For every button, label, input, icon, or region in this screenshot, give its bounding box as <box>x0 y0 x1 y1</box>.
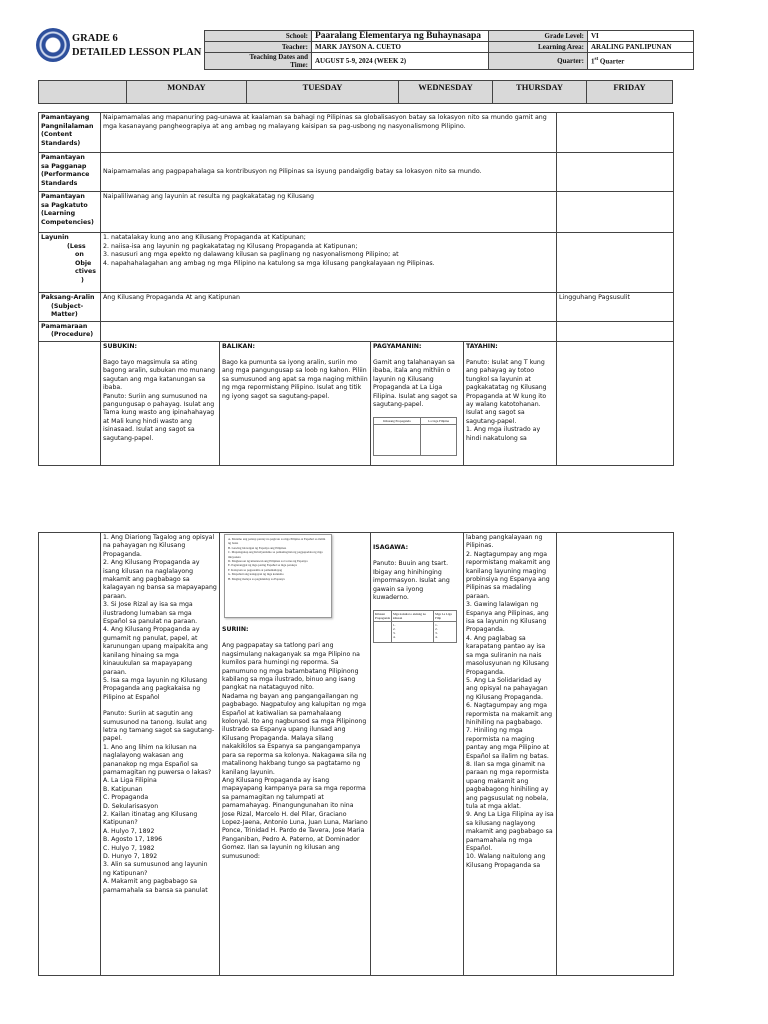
label-line: Matter) <box>51 311 78 318</box>
tama-mali-item: 2. Ang Kilusang Propaganda ay isang kilusan na naglalayong makamit ang pagbabago sa kalagayan ng bansa sa mapayapang paraan. <box>103 559 217 600</box>
row-subject-matter <box>39 293 674 322</box>
isagawa-col1: Kilusan Propaganda <box>375 612 391 621</box>
suriin-heading: SURIIN: <box>222 626 249 633</box>
tama-mali-item: 1. Ang Diariong Tagalog ang opisyal na pahayagan ng Kilusang Propaganda. <box>103 534 215 558</box>
row-procedure <box>39 321 674 341</box>
lesson-grid-page1 <box>38 112 674 466</box>
suriin-text: Nadama ng bayan ang pangangailangan ng pagbabago. Nagpatuloy ang kalupitan ng mga Español at katiwalian sa pamahalaang kolonyal. Ito ang nagbunsod sa mga Pilipinong ilustrado sa Espanya upang ilunsad ang Kilusang Propaganda. Malaya silang nakakikilos sa Espanya sa pangangampanya para sa reporma sa kolonya. Nakagawa sila ng matalinong hakbang tungo sa pagtatamo ng kanilang layunin. <box>222 692 367 776</box>
tayahin-item: labang pangkalayaan ng Pilipinas. <box>466 534 543 550</box>
label-line: Pamantayan <box>41 193 85 200</box>
isagawa-text: Panuto: Buuin ang tsart. Ibigay ang hinihinging impormasyon. Isulat ang gawain sa iyong kuwaderno. <box>373 560 450 602</box>
wednesday-isagawa <box>371 533 464 976</box>
choice-line: A. Hulyo 7, 1892 <box>103 827 155 835</box>
subject-matter-text: Ang Kilusang Propaganda At ang Katipunan <box>101 293 557 322</box>
wednesday-pagyamanin <box>371 341 464 465</box>
pagyamanin-col-propaganda: Kilusang Propaganda <box>374 418 421 425</box>
tuesday-continued <box>220 533 371 976</box>
tayahin-item: 4. Ang paglabag sa karapatang pantao ay isa sa mga suliranin na nais masolusyunan ng Kilusang Propaganda. <box>466 634 549 676</box>
monday-continued <box>101 533 220 976</box>
label-line: (Learning <box>41 210 76 217</box>
tayahin-item: 2. Nagtagumpay ang mga repormistang makamit ang kanilang layuning maging probinsiya ng Espanya ang Pilipinas sa madaling paraan. <box>466 550 551 600</box>
procedure-friday <box>557 321 674 341</box>
tayahin-item: 3. Gawing lalawigan ng Espanya ang Pilipinas, ang isa sa layunin ng Kilusang Propaganda. <box>466 601 549 634</box>
label-line: sa Pagkatuto <box>41 201 88 209</box>
question-line: 3. Alin sa sumusunod ang layunin ng Katipunan? <box>103 861 208 877</box>
thursday-tayahin <box>464 341 557 465</box>
content-standards-friday <box>557 113 674 153</box>
balikan-choice: A. Matamo ang pantay-pantay na pagtrato sa mga Pilipino at Español sa ilalim ng batas <box>228 537 326 546</box>
tama-mali-item: 5. Isa sa mga layunin ng Kilusang Propaganda ang pagkakaisa ng Pilipino at Español <box>103 676 208 701</box>
label-line: (Performance <box>41 171 90 178</box>
grade-value: VI <box>588 31 694 42</box>
day-tuesday: TUESDAY <box>247 81 399 103</box>
choice-line: C. Propaganda <box>103 794 149 802</box>
performance-standards-label <box>39 153 101 192</box>
objective-item: 2. naiisa-isa ang layunin ng pagkakatatag ng Kilusang Propaganda at Katipunan; <box>103 242 358 250</box>
suriin-text: Ang pagpapatay sa tatlong pari ang nagsimulang nakaganyak sa mga Pilipino na kumilos para humingi ng reporma. Sa pamumuno ng mga batambatang Pilipinong kabilang sa mga ilustrado, binuo ang isang pangkat na natataguyod nito. <box>222 642 360 692</box>
isagawa-chart <box>373 610 457 643</box>
label-line: Obje <box>75 259 92 267</box>
label-line: Standards) <box>41 139 81 147</box>
day-thursday: THURSDAY <box>493 81 587 103</box>
balikan-choice: E. Pagtatanggal ng mga paring Español sa mga parokya <box>228 563 297 568</box>
pagyamanin-table <box>373 417 457 456</box>
choice-line: B. Agosto 17, 1896 <box>103 836 163 844</box>
balikan-choice: C. Mapalaganap ang Kristiyanismo sa pamamagitan ng pagpapadala ng mga misyonero <box>228 550 323 559</box>
label-line: (Content <box>41 131 73 138</box>
pagyamanin-cell <box>420 425 457 456</box>
subukin-text: Bago tayo magsimula sa ating bagong aralin, subukan mo munang sagutan ang mga katanungan sa ibaba. <box>103 358 216 392</box>
pagyamanin-cell <box>374 425 421 456</box>
dates-label <box>205 53 312 70</box>
objectives-friday <box>557 233 674 293</box>
friday-blank-page1 <box>557 341 674 465</box>
label-line: Pamamaraan <box>41 322 88 330</box>
document-title <box>72 32 201 60</box>
isagawa-col2: Mga naisulat o akdang na kilusan <box>392 611 434 622</box>
activities-label-blank <box>39 341 101 465</box>
tayahin-heading: TAYAHIN: <box>466 342 498 350</box>
balikan-choice: H. Maging malaya sa paglalakbay sa Espanya <box>228 576 285 581</box>
quarter-sup: st <box>594 56 599 62</box>
tayahin-item: 7. Hiniling ng mga repormista na maging pantay ang mga Pilipino at Español sa ilalim ng batas. <box>466 727 550 760</box>
pagyamanin-text: Gamit ang talahanayan sa ibaba, itala ang mithiin o layunin ng Kilusang Propaganda at La Liga Filipina. Isulat ang sagot sa sagutang-papel. <box>373 358 458 408</box>
pagyamanin-heading: PAGYAMANIN: <box>373 342 422 350</box>
day-friday: FRIDAY <box>613 82 646 92</box>
monday-subukin <box>101 341 220 465</box>
dates-label-line1: Teaching Dates and <box>249 53 308 61</box>
row-activities-page1 <box>39 341 674 465</box>
tayahin-text: Panuto: Isulat ang T kung ang pahayag ay totoo tungkol sa layunin at pagkakatatag ng Kilusang Propaganda at W kung ito ay walang katotohanan. Isulat ang sagot sa sagutang-papel. <box>466 358 547 425</box>
quarter-label: Quarter: <box>489 53 588 70</box>
learning-competencies-friday <box>557 192 674 233</box>
procedure-label <box>39 321 101 341</box>
balikan-text: Bago ka pumunta sa iyong aralin, suriin mo ang mga pangungusap sa loob ng kahon. Piliin sa sumusunod ang apat sa mga naging mithiin ng mga repormistang Pilipino. Isulat ang titik ng iyong sagot sa sagutang-papel. <box>222 358 368 400</box>
quarter-num: 1 <box>591 57 595 66</box>
label-line: Pamantayan <box>41 154 85 161</box>
tayahin-item: 6. Nagtagumpay ang mga repormista na makamit ang hinihiling na pagbabago. <box>466 702 553 726</box>
dates-label-line2: Time: <box>290 61 308 69</box>
objective-item: 4. napahahalagahan ang ambag ng mga Pilipino na katulong sa mga kilusang pangkalayaan ng Pilipinas. <box>103 259 435 267</box>
objective-item: 1. natatalakay kung ano ang Kilusang Propaganda at Katipunan; <box>103 234 306 241</box>
row-learning-competencies <box>39 192 674 233</box>
tayahin-item: 10. Walang naitulong ang Kilusang Propaganda sa <box>466 853 546 869</box>
friday-blank-page2 <box>557 533 674 976</box>
choice-line: A. Makamit ang pagbabago sa pamamahala sa bansa sa panulat <box>103 878 208 894</box>
teacher-label: Teacher: <box>205 42 312 53</box>
deped-seal-icon <box>36 28 70 62</box>
page2-label-blank <box>39 533 101 976</box>
learning-competencies-text: Naipaliliwanag ang layunin at resulta ng pagkakatatag ng Kilusang <box>101 192 557 233</box>
choice-line: D. Sekularisasyon <box>103 802 159 810</box>
label-line: sa Pagganap <box>41 162 87 170</box>
content-standards-label <box>39 113 101 153</box>
objectives-label <box>39 233 101 293</box>
tayahin-item: 5. Ang La Solidaridad ay ang opisyal na pahayagan ng Kilusang Propaganda. <box>466 676 548 701</box>
tayahin-item: 8. Ilan sa mga ginamit na paraan ng mga repormista upang makamit ang pagbabagong hinihiling ay ang pagsusulat ng nobela, tula at mga aklat. <box>466 760 549 810</box>
choice-line: C. Hulyo 7, 1982 <box>103 844 155 852</box>
isagawa-cell: 1. 2. 3. 4. <box>392 622 434 643</box>
balikan-heading: BALIKAN: <box>222 342 255 350</box>
label-line: (Subject- <box>51 302 84 310</box>
objective-item: 3. nasusuri ang mga epekto ng dalawang kilusan sa paglinang ng nasyonalismong Pilipino; at <box>103 251 399 258</box>
performance-standards-text: Naipamamalas ang pagpapahalaga sa kontribusyon ng Pilipinas sa isyung pandaigdig batay sa lokasyon nito sa mundo. <box>101 153 557 192</box>
balikan-choice: B. Gawing lalawigan ng Espanya ang Pilipinas <box>228 545 287 550</box>
content-standards-text: Naipamamalas ang mapanuring pag-unawa at kaalaman sa bahagi ng Pilipinas sa globalisasyon batay sa lokasyon nito sa mundo gamit ang mga kasanayang pangheograpiya at ang ambag ng malayang kaisipan sa pag-usbong ng nasyonalismong Pilipino. <box>101 113 557 153</box>
header-info-table <box>204 30 694 70</box>
tayahin-item: 1. Ang mga ilustrado ay hindi nakatulong sa <box>466 426 541 442</box>
isagawa-cell: 1. 2. 3. 4. <box>434 622 457 643</box>
quarter-value <box>588 53 694 70</box>
title-grade: GRADE 6 <box>72 33 118 44</box>
area-label: Learning Area: <box>489 42 588 53</box>
dates-value: AUGUST 5-9, 2024 (WEEK 2) <box>312 53 489 70</box>
choice-line: D. Hunyo 7, 1892 <box>103 853 158 861</box>
tama-mali-item: 3. Si Jose Rizal ay isa sa mga ilustradong lumaban sa mga Español sa panulat na paraan. <box>103 601 198 626</box>
subject-matter-label <box>39 293 101 322</box>
days-header <box>38 80 673 104</box>
label-line: ) <box>81 276 84 284</box>
school-label: School: <box>205 31 312 42</box>
isagawa-heading: ISAGAWA: <box>373 544 409 551</box>
day-wednesday: WEDNESDAY <box>399 81 493 103</box>
suriin-text: Ang Kilusang Propaganda ay isang mapayapang kampanya para sa mga reporma sa pamamagitan ng talumpati at pamamahayag. Pinangungunahan ito nina Jose Rizal, Marcelo H. del Pilar, Graciano Lopez-Jaena, Antonio Luna, Juan Luna, Mariano Ponce, Trinidad H. Pardo de Tavera, Jose Maria Panganiban, Pedro A. Paterno, at Dominador Gomez. Ilan sa layunin ng kilusan ang sumusunod: <box>222 776 368 860</box>
label-line: on <box>75 251 84 258</box>
thursday-continued <box>464 533 557 976</box>
objectives-list <box>101 233 557 293</box>
grade-label: Grade Level: <box>489 31 588 42</box>
teacher-value: MARK JAYSON A. CUETO <box>312 42 489 53</box>
quarter-word: Quarter <box>598 57 625 66</box>
learning-competencies-label <box>39 192 101 233</box>
question-line: 2. Kailan itinatag ang Kilusang Katipunan? <box>103 811 198 827</box>
monday-panuto: Panuto: Suriin at sagutin ang sumusunod na tanong. Isulat ang letra ng tamang sagot sa sagutang-papel. <box>103 710 215 743</box>
row-activities-page2 <box>39 533 674 976</box>
label-line: Layunin <box>41 234 69 241</box>
tuesday-balikan <box>220 341 371 465</box>
area-value: ARALING PANLIPUNAN <box>588 42 694 53</box>
choice-line: A. La Liga Filipina <box>103 777 157 785</box>
row-performance-standards <box>39 153 674 192</box>
tama-mali-item: 4. Ang Kilusang Propaganda ay gumamit ng panulat, papel, at karunungan upang maipakita ang kanilang hinaing sa mga kinauukulan sa mapayapang paraan. <box>103 626 208 676</box>
title-dlp: DETAILED LESSON PLAN <box>72 47 202 58</box>
balikan-choice: D. Magkaroon ng kinatawan ang Pilipinas sa Cortes ng Espanya <box>228 559 308 564</box>
label-line: (Less <box>67 242 86 250</box>
balikan-choices-box <box>224 534 332 618</box>
day-monday: MONDAY <box>127 81 247 103</box>
days-blank <box>39 81 127 103</box>
pagyamanin-col-liga: La Liga Filipina <box>420 418 457 425</box>
balikan-choice: F. Kalayaan sa pagsasalita at pamamahayag <box>228 567 283 572</box>
weekly-test-text: Lingguhang Pagsusulit <box>557 293 674 322</box>
choice-line: B. Katipunan <box>103 785 143 793</box>
balikan-choice: G. Mapabuti ang kalagayan ng mga katutubo <box>228 572 284 577</box>
performance-standards-friday <box>557 153 674 192</box>
label-line: Pangnilalaman <box>41 122 94 130</box>
isagawa-col3: Mga La Liga Filip <box>434 611 457 622</box>
subukin-panuto: Panuto: Suriin ang sumusunod na pangungusap o pahayag. Isulat ang Tama kung wasto ang ipinahahayag at Mali kung hindi wasto ang isinasaad. Isulat ang sagot sa sagutang-papel. <box>103 392 215 442</box>
tayahin-item: 9. Ang La Liga Filipina ay isa sa kilusang naglayong makamit ang pagbabago sa pamamahala ng mga Español. <box>466 811 554 853</box>
label-line: Paksang-Aralin <box>41 294 95 301</box>
procedure-empty <box>101 321 557 341</box>
row-content-standards <box>39 113 674 153</box>
row-objectives <box>39 233 674 293</box>
lesson-grid-page2 <box>38 532 674 976</box>
isagawa-cell <box>374 622 392 643</box>
school-value: Paaralang Elementarya ng Buhaynasapa <box>312 31 489 42</box>
label-line: Competencies) <box>41 218 94 226</box>
question-line: 1. Ano ang lihim na kilusan na naglalayong wakasan ang pananakop ng mga Español sa pamamagitan ng puwersa o lakas? <box>103 743 212 776</box>
label-line: Pamantayang <box>41 114 90 121</box>
label-line: (Procedure) <box>51 331 94 338</box>
subukin-heading: SUBUKIN: <box>103 342 137 350</box>
label-line: Standards <box>41 179 78 187</box>
label-line: ctives <box>75 268 97 275</box>
